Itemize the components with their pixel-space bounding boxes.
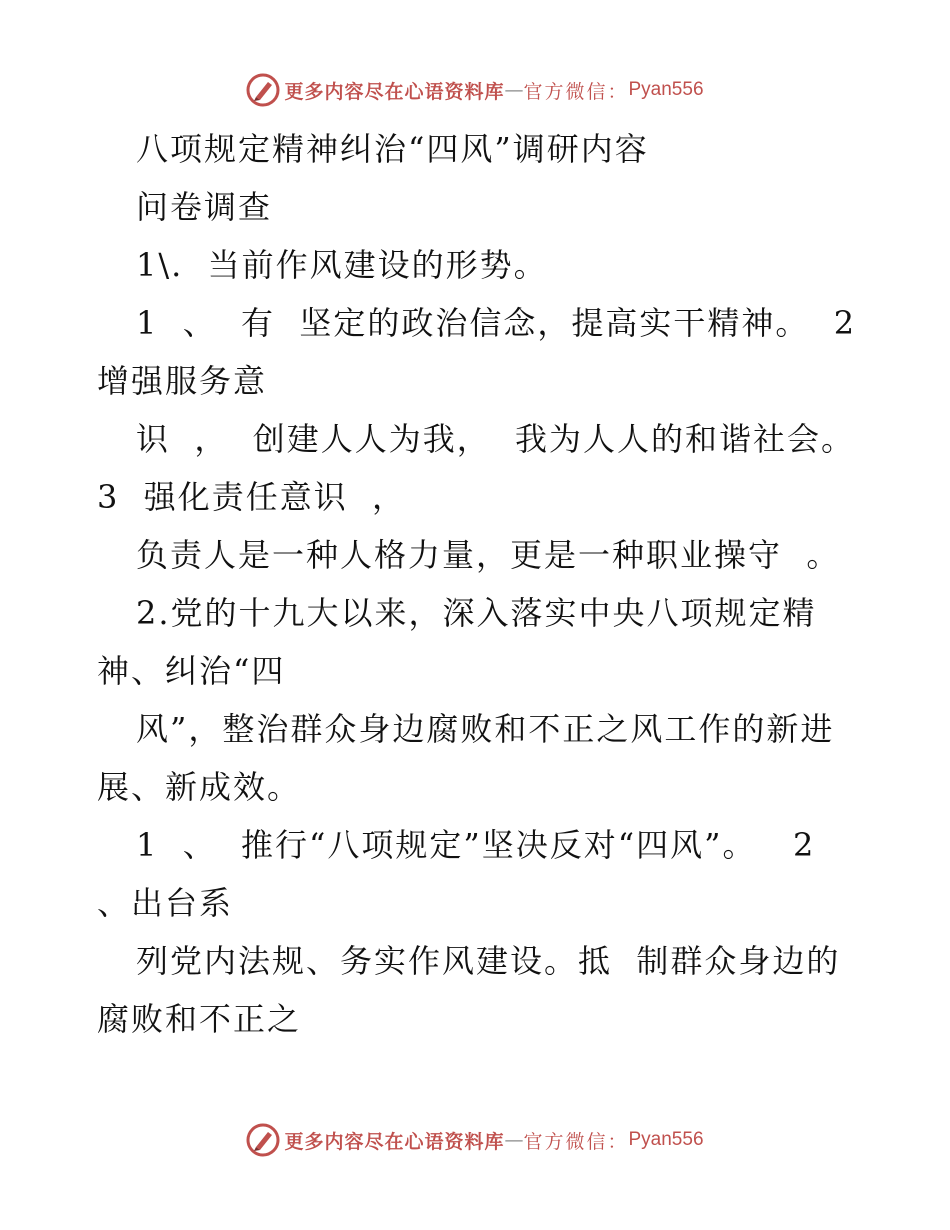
- document-subtitle: 问卷调查: [136, 188, 273, 226]
- body-line: 3 强化责任意识 ，: [97, 478, 407, 516]
- body-line: 增强服务意: [97, 362, 268, 400]
- section-heading: 1\. 当前作风建设的形势。: [136, 246, 548, 284]
- body-line: 神、纠治“四: [97, 652, 286, 690]
- document-title: 八项规定精神纠治“四风”调研内容: [136, 130, 649, 168]
- banner-separator: —: [504, 79, 524, 101]
- body-line: 1 、 推行“八项规定”坚决反对“四风”。 2: [136, 826, 816, 864]
- section-heading: 2.党的十九大以来，深入落实中央八项规定精: [136, 594, 817, 632]
- document-body: [97, 120, 867, 1048]
- banner-tail-text: 官方微信：: [523, 80, 629, 103]
- banner-wechat-id: Pyan556: [628, 1129, 704, 1150]
- body-line: 展、新成效。: [97, 768, 302, 806]
- pen-circle-logo-icon: [246, 1123, 280, 1157]
- header-banner: [0, 72, 950, 108]
- body-line: 识 ， 创建人人为我， 我为人人的和谐社会。: [136, 420, 856, 458]
- footer-banner: [0, 1122, 950, 1158]
- banner-site-text: 更多内容尽在心语资料库: [284, 1130, 505, 1153]
- body-line: 腐败和不正之: [97, 1000, 302, 1038]
- banner-tail-text: 官方微信：: [523, 1130, 629, 1153]
- body-line: 、出台系: [97, 884, 234, 922]
- body-line: 1 、 有 坚定的政治信念，提高实干精神。 2: [136, 304, 857, 342]
- banner-wechat-id: Pyan556: [628, 79, 704, 100]
- banner-separator: —: [504, 1129, 524, 1151]
- body-line: 列党内法规、务实作风建设。抵 制群众身边的: [136, 942, 841, 980]
- body-line: 负责人是一种人格力量，更是一种职业操守 。: [136, 536, 841, 574]
- pen-circle-logo-icon: [246, 73, 280, 107]
- body-line: 风”，整治群众身边腐败和不正之风工作的新进: [136, 710, 835, 748]
- banner-site-text: 更多内容尽在心语资料库: [284, 80, 505, 103]
